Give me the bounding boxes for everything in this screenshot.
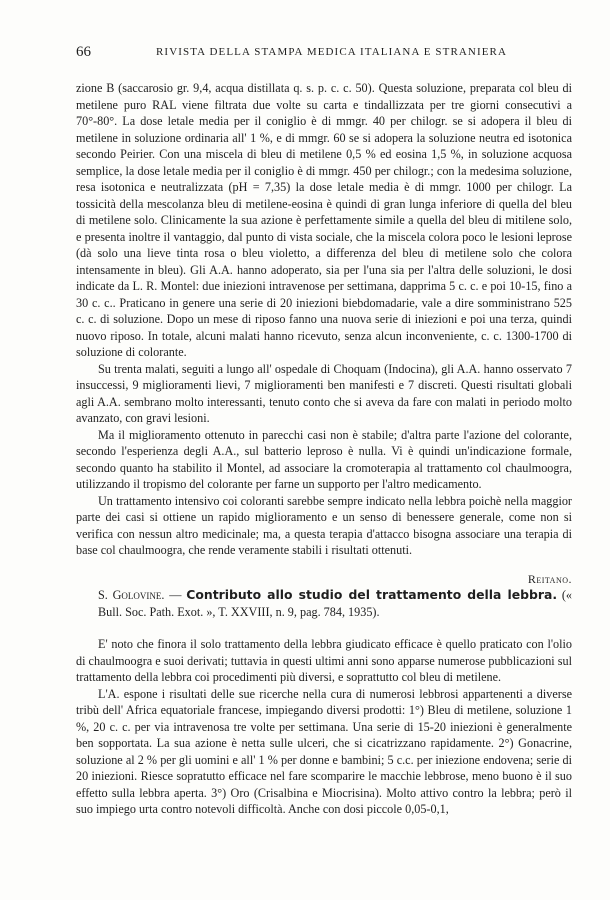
review-title: Contributo allo studio del trattamento della lebbra. <box>186 587 558 602</box>
paragraph: L'A. espone i risultati delle sue ricerche nella cura di numerosi lebbrosi appartenenti a diverse tribù dell' Africa equatoriale francese, impiegando diversi prodotti: 1°) Bleu di metilene, soluzione 1 %, 20 c. c. per via intravenosa tre volte per settimana. Una serie di 15-20 iniezioni è generalmente ben sopportata. La sua azione è netta sulle ulceri, che si cicatrizzano rapidamente. 2°) Gonacrine, soluzione al 2 % per gli uomini e all' 1 % per donne e bambini; 5 c.c. per iniezione endovena; serie di 20 iniezioni. Riesce sopratutto efficace nel fare scomparire le macchie lebbrose, meno buono è il suo effetto sulla lebbra aperta. 3°) Oro (Crisalbina e Miocrisina). Molto attivo contro la lebbra; però il suo impiego urta contro notevoli difficoltà. Anche con dosi piccole 0,05-0,1, <box>76 686 572 816</box>
review-author: S. Golovine. <box>98 588 165 602</box>
signature: Reitano. <box>527 571 572 586</box>
review-heading <box>76 587 572 620</box>
running-title: RIVISTA DELLA STAMPA MEDICA ITALIANA E STRANIERA <box>156 46 508 58</box>
dash: — <box>169 588 182 602</box>
paragraph: Su trenta malati, seguiti a lungo all' ospedale di Choquam (Indocina), gli A.A. hanno osservato 7 insuccessi, 9 miglioramenti lievi, 7 miglioramenti ben manifesti e 7 discreti. Questi risultati globali agli A.A. sembrano molto interessanti, tenuto conto che si aveva da fare con malati in periodo molto avanzato, con gravi lesioni. <box>76 361 572 425</box>
page-header <box>76 44 572 64</box>
body-text <box>76 80 572 818</box>
paragraph: E' noto che finora il solo trattamento della lebbra giudicato efficace è quello praticato con l'olio di chaulmoogra e suoi derivati; tuttavia in questi ultimi anni sono apparse numerose pubblicazioni sul trattamento della lebbra coi procedimenti più diversi, e soprattutto col bleu di metilene. <box>76 637 572 684</box>
review-citation: (« Bull. Soc. Path. Exot. », T. XXVIII, n. 9, pag. 784, 1935). <box>98 588 573 619</box>
paragraph: Un trattamento intensivo coi coloranti sarebbe sempre indicato nella lebbra poichè nella maggior parte dei casi si ottiene un rapido miglioramento e un senso di benessere generale, come non si verifica con nessun altro medicinale; ma, a questa terapia d'attacco bisogna associare una terapia di base col chaulmoogra, che rende veramente stabili i risultati ottenuti. <box>76 493 572 557</box>
paragraph: Ma il miglioramento ottenuto in parecchi casi non è stabile; d'altra parte l'azione del colorante, secondo l'esperienza degli A.A., sul batterio leproso è nulla. Vi è quindi un'indicazione formale, secondo quanto ha stabilito il Montel, ad associare la cromoterapia al trattamento col chaulmoogra, utilizzando il tropismo del colorante per farne un supporto per l'altro medicamento. <box>76 427 572 491</box>
page-number: 66 <box>76 44 91 60</box>
paragraph: zione B (saccarosio gr. 9,4, acqua distillata q. s. p. c. c. 50). Questa soluzione, preparata col bleu di metilene puro RAL viene filtrata due volte su carta e tindallizzata per tre giorni consecutivi a 70°-80°. La dose letale media per il coniglio è di mmgr. 40 per chilogr. se si adopera il bleu di metilene in soluzione ordinaria all' 1 %, e di mmgr. 60 se si adopera la soluzione neutra ed isotonica secondo Peirier. Con una miscela di bleu di metilene 0,5 % ed eosina 1,5 %, in soluzione acquosa semplice, la dose letale media per il coniglio è di mmgr. 450 per chilogr.; con la medesima soluzione, resa isotonica e neutralizzata (pH = 7,35) la dose letale media è di mmgr. 1000 per chilogr. La tossicità della mescolanza bleu di metilene-eosina è quindi di gran lunga inferiore di quella del bleu di metilene solo. Clinicamente la sua azione è perfettamente simile a quella del bleu di mitilene solo, e presenta inoltre il vantaggio, dal punto di vista sociale, che la miscela colora poco le lesioni leprose (dà solo una lieve tinta rosa o bleu violetto, a differenza del bleu di metilene solo che colora intensamente in bleu). Gli A.A. hanno adoperato, sia per l'una sia per l'altra delle soluzioni, le dosi indicate da L. R. Montel: due iniezioni intravenose per settimana, dapprima 5 c. c. e poi 10-15, fino a 30 c. c.. Praticano in genere una serie di 20 iniezioni biebdomadarie, vale a dire somministrano 525 c. c. di soluzione. Dopo un mese di riposo fanno una nuova serie di iniezioni e poi una terza, quindi nuovo riposo. In totale, alcuni malati hanno ricevuto, senza alcun inconveniente, c. c. 1300-1700 di soluzione di colorante. <box>76 81 572 359</box>
